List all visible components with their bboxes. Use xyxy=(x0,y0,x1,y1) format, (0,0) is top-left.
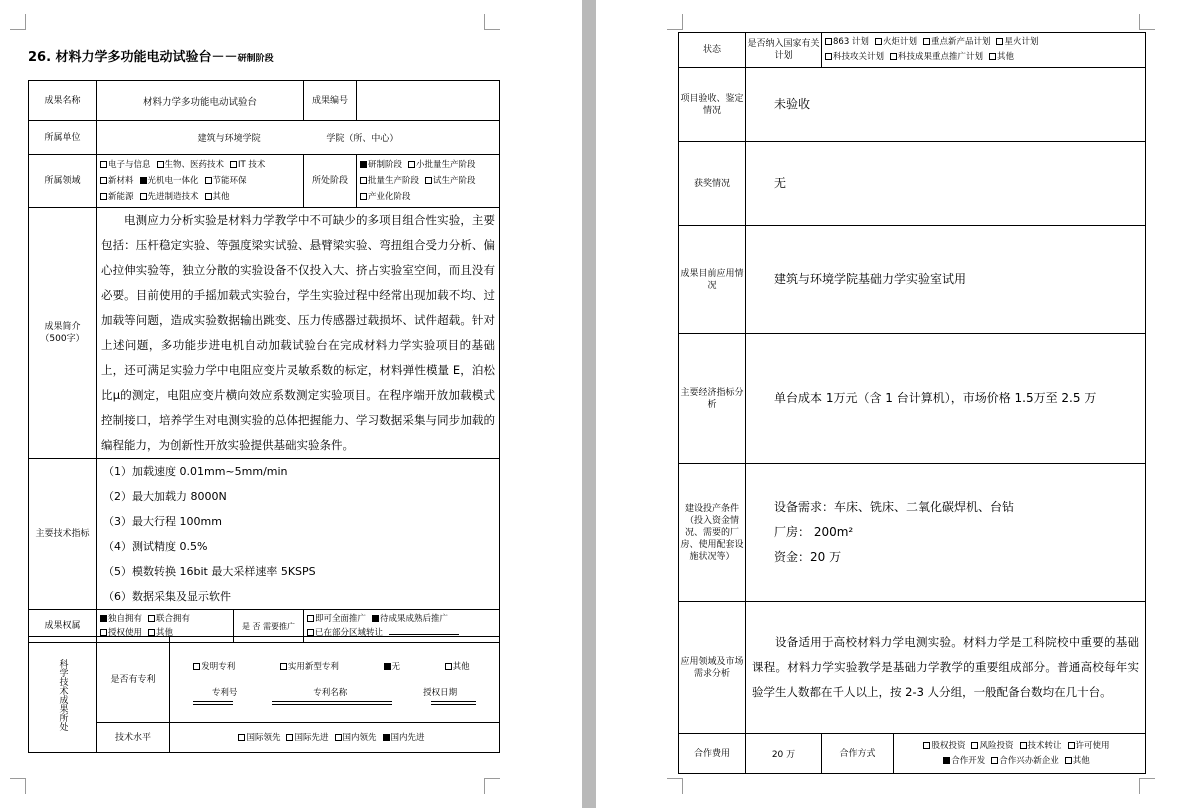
checkbox-icon[interactable] xyxy=(100,177,107,184)
field-option-label: 其他 xyxy=(212,192,230,202)
patent-label: 是否有专利 xyxy=(97,637,170,723)
checkbox-icon[interactable] xyxy=(148,615,155,622)
investment-line: 厂房： 200m² xyxy=(774,525,854,539)
checkbox-icon[interactable] xyxy=(100,161,107,168)
checkbox-icon[interactable] xyxy=(971,742,978,749)
acceptance-label: 项目验收、鉴定情况 xyxy=(679,68,746,142)
field-option-label: 新能源 xyxy=(108,192,134,202)
number-label: 成果编号 xyxy=(304,81,357,121)
page-title xyxy=(28,46,274,65)
checkbox-icon[interactable] xyxy=(157,161,164,168)
checkbox-icon[interactable] xyxy=(307,629,314,636)
checkbox-icon[interactable] xyxy=(286,734,293,741)
coop-option[interactable] xyxy=(943,756,985,766)
coop-option-label: 合作开发 xyxy=(951,755,986,766)
unit-value: 建筑与环境学院 xyxy=(197,134,261,144)
plan-option[interactable] xyxy=(875,37,917,47)
ownership-option-label: 其他 xyxy=(156,628,174,638)
checked-box-icon[interactable] xyxy=(372,615,379,622)
coop-option[interactable] xyxy=(923,741,965,751)
coop-option-label: 风险投资 xyxy=(979,740,1014,751)
patent-no-label: 专利号 xyxy=(211,687,238,698)
unit-suffix: 学院（所、中心） xyxy=(326,134,399,144)
stage-option-label: 小批量生产阶段 xyxy=(416,160,476,170)
stage-row xyxy=(360,189,496,205)
tech-level-option-label: 国际先进 xyxy=(294,732,329,743)
patent-date-field[interactable] xyxy=(431,704,476,705)
patent-option-label: 其他 xyxy=(452,661,470,672)
stage-option[interactable] xyxy=(408,160,476,170)
patent-option-label: 无 xyxy=(391,661,401,672)
field-option-label: IT 技术 xyxy=(238,160,266,170)
crop-mark xyxy=(667,14,683,30)
crop-mark xyxy=(667,778,683,794)
number-value[interactable] xyxy=(357,81,500,121)
spec-item: （1）加载速度 0.01mm~5mm/min xyxy=(103,465,288,478)
patent-name-label: 专利名称 xyxy=(313,687,348,698)
checked-box-icon[interactable] xyxy=(383,734,390,741)
spec-item: （6）数据采集及显示软件 xyxy=(103,590,231,603)
stage-option[interactable] xyxy=(360,160,402,170)
spec-label: 主要技术指标 xyxy=(29,459,97,610)
tech-level-option-label: 国内领先 xyxy=(342,732,377,743)
spec-item: （4）测试精度 0.5% xyxy=(103,540,208,553)
crop-mark xyxy=(1139,778,1155,794)
award-label: 获奖情况 xyxy=(679,142,746,226)
application-value: 建筑与环境学院基础力学实验室试用 xyxy=(746,226,1146,334)
page-left xyxy=(0,0,582,808)
ownership-option[interactable] xyxy=(100,614,142,624)
crop-mark xyxy=(484,14,500,30)
promote-option[interactable] xyxy=(307,614,366,624)
plan-option[interactable] xyxy=(923,37,991,47)
stage-option[interactable] xyxy=(360,176,419,186)
coop-option[interactable] xyxy=(1065,756,1090,766)
checkbox-icon[interactable] xyxy=(205,177,212,184)
coop-option-label: 技术转让 xyxy=(1027,740,1062,751)
field-option-label: 新材料 xyxy=(108,176,134,186)
coop-option-label: 其他 xyxy=(1072,755,1090,766)
coop-fee-label: 合作费用 xyxy=(679,734,746,774)
name-label: 成果名称 xyxy=(29,81,97,121)
field-option[interactable] xyxy=(100,192,134,202)
promote-option-label: 即可全面推广 xyxy=(315,614,367,624)
ownership-option-label: 授权使用 xyxy=(108,628,143,638)
investment-line: 设备需求：车床、铣床、二氧化碳焊机、台钻 xyxy=(774,500,1015,514)
field-option[interactable] xyxy=(100,176,134,186)
promote-label: 是 否 需要推广 xyxy=(234,610,304,643)
checked-box-icon[interactable] xyxy=(140,177,147,184)
unit-cell xyxy=(97,121,500,155)
acceptance-value: 未验收 xyxy=(746,68,1146,142)
plan-option[interactable] xyxy=(825,37,869,47)
market-label: 应用领域及市场需求分析 xyxy=(679,602,746,734)
page-right xyxy=(596,0,1180,808)
plan-option[interactable] xyxy=(890,52,983,62)
checkbox-icon[interactable] xyxy=(193,663,200,670)
promote-option[interactable] xyxy=(372,614,448,624)
title-text: 26. 材料力学多功能电动试验台－－ xyxy=(28,50,238,65)
patent-name-field[interactable] xyxy=(272,704,392,705)
field-option[interactable] xyxy=(205,176,247,186)
intro-text: 电测应力分析实验是材料力学教学中不可缺少的多项目组合性实验，主要包括：压杆稳定实验、等强度梁实试验、悬臂梁实验、弯扭组合受力分析、偏心拉伸实验等，独立分散的实验设备不仅投入大、挤占实验室空间，而且没有必要。目前使用的手摇加载式实验台，学生实验过程中经常出现加载不均、过加载等问题，造成实验数据输出跳变、压力传感器过载损坏、试件超载。针对上述问题，多功能步进电机自动加载试验台在完成材料力学实验项目的基础上，还可满足实验力学中电阻应变片灵敏系数的标定，材料弹性模量 E，泊松比μ的测定，电阻应变片横向效应系数测定实验项目。在程序端开放加载模式控制接口，培养学生对电测实验的总体把握能力、学习数据采集与同步加载的编程能力，为创新性开放实验提供基础实验条件。 xyxy=(97,208,500,459)
title-stage: 研制阶段 xyxy=(237,54,274,64)
stage-option-label: 批量生产阶段 xyxy=(368,176,420,186)
economic-value: 单台成本 1万元（含 1 台计算机），市场价格 1.5万至 2.5 万 xyxy=(746,334,1146,464)
field-label: 所属领域 xyxy=(29,155,97,208)
checkbox-icon[interactable] xyxy=(238,734,245,741)
plan-option[interactable] xyxy=(825,52,884,62)
intro-label-cell xyxy=(29,208,97,459)
page-gutter xyxy=(582,0,596,808)
field-option-label: 生物、医药技术 xyxy=(164,160,225,170)
patent-option[interactable] xyxy=(384,658,401,676)
checkbox-icon[interactable] xyxy=(989,53,996,60)
spec-item: （5）模数转换 16bit 最大采样速率 5KSPS xyxy=(103,565,316,578)
checkbox-icon[interactable] xyxy=(280,663,287,670)
patent-option[interactable] xyxy=(445,658,470,676)
checkbox-icon[interactable] xyxy=(408,161,415,168)
checkbox-icon[interactable] xyxy=(825,38,832,45)
checkbox-icon[interactable] xyxy=(100,629,107,636)
promote-row xyxy=(307,612,496,626)
coop-fee-value: 20 万 xyxy=(746,734,822,774)
stage-option-label: 研制阶段 xyxy=(368,160,403,170)
ownership-option-label: 联合拥有 xyxy=(156,614,191,624)
investment-value xyxy=(746,464,1146,602)
checkbox-icon[interactable] xyxy=(445,663,452,670)
checkbox-icon[interactable] xyxy=(825,53,832,60)
tech-level-option[interactable] xyxy=(238,733,280,743)
plan-option[interactable] xyxy=(996,37,1038,47)
checked-box-icon[interactable] xyxy=(360,161,367,168)
checkbox-icon[interactable] xyxy=(100,193,107,200)
plan-row xyxy=(825,35,1142,50)
checkbox-icon[interactable] xyxy=(1020,742,1027,749)
coop-mode-label: 合作方式 xyxy=(822,734,894,774)
investment-label: 建设投产条件（投入资金情况、需要的厂房、使用配套设施状况等） xyxy=(679,464,746,602)
coop-option-label: 许可使用 xyxy=(1075,740,1110,751)
patent-cell xyxy=(170,637,500,723)
field-option[interactable] xyxy=(100,160,151,170)
national-plan-label: 是否纳入国家有关计划 xyxy=(746,33,822,68)
checkbox-icon[interactable] xyxy=(335,734,342,741)
patent-option[interactable] xyxy=(280,658,339,676)
checkbox-icon[interactable] xyxy=(148,629,155,636)
tech-level-option[interactable] xyxy=(383,733,425,743)
field-option-label: 光机电一体化 xyxy=(147,176,199,186)
tech-level-option[interactable] xyxy=(335,733,377,743)
achievement-table xyxy=(28,80,500,643)
checkbox-icon[interactable] xyxy=(991,757,998,764)
stage-row xyxy=(360,157,496,173)
plan-option-label: 重点新产品计划 xyxy=(930,37,991,47)
intro-label: 成果简介 xyxy=(44,322,81,332)
coop-option[interactable] xyxy=(1068,741,1110,751)
field-option[interactable] xyxy=(205,192,230,202)
checked-box-icon[interactable] xyxy=(384,663,391,670)
intro-label-count: （500字） xyxy=(40,334,85,344)
patent-option-label: 发明专利 xyxy=(201,661,236,672)
tech-level-label: 技术水平 xyxy=(97,723,170,753)
promote-option-label: 已在部分区域转让 xyxy=(315,628,384,638)
status-label: 状态 xyxy=(679,33,746,68)
tech-level-options xyxy=(170,723,500,753)
checkbox-icon[interactable] xyxy=(425,177,432,184)
checkbox-icon[interactable] xyxy=(307,615,314,622)
patent-option-label: 实用新型专利 xyxy=(287,661,339,672)
achievement-table-bottom xyxy=(28,636,500,753)
stage-option[interactable] xyxy=(425,176,476,186)
checkbox-icon[interactable] xyxy=(360,177,367,184)
stage-option[interactable] xyxy=(360,192,411,202)
coop-option[interactable] xyxy=(1020,741,1062,751)
stage-option-label: 产业化阶段 xyxy=(368,192,411,202)
plan-options xyxy=(822,33,1146,68)
field-row xyxy=(100,189,300,205)
crop-mark xyxy=(1139,14,1155,30)
checkbox-icon[interactable] xyxy=(205,193,212,200)
checkbox-icon[interactable] xyxy=(923,38,930,45)
checked-box-icon[interactable] xyxy=(943,757,950,764)
spec-item: （3）最大行程 100mm xyxy=(103,515,222,528)
coop-row xyxy=(897,754,1142,769)
sci-label: 科学技术成果所处 xyxy=(57,658,68,731)
plan-option-label: 863 计划 xyxy=(833,37,869,47)
plan-row xyxy=(825,50,1142,65)
patent-date-label: 授权日期 xyxy=(423,687,458,698)
economic-label: 主要经济指标分析 xyxy=(679,334,746,464)
tech-level-option-label: 国内先进 xyxy=(390,732,425,743)
ownership-label: 成果权属 xyxy=(29,610,97,643)
field-option-label: 电子与信息 xyxy=(108,160,151,170)
checkbox-icon[interactable] xyxy=(890,53,897,60)
stage-label: 所处阶段 xyxy=(304,155,357,208)
stage-option-label: 试生产阶段 xyxy=(433,176,476,186)
ownership-option-label: 独自拥有 xyxy=(108,614,143,624)
plan-option-label: 其他 xyxy=(997,52,1015,62)
name-value: 材料力学多功能电动试验台 xyxy=(97,81,304,121)
spec-list xyxy=(97,459,500,610)
checkbox-icon[interactable] xyxy=(923,742,930,749)
field-options xyxy=(97,155,304,208)
sci-label-cell xyxy=(29,637,97,753)
stage-options xyxy=(357,155,500,208)
ownership-row xyxy=(100,612,230,626)
coop-option[interactable] xyxy=(971,741,1013,751)
checkbox-icon[interactable] xyxy=(230,161,237,168)
stage-row xyxy=(360,173,496,189)
plan-option-label: 火炬计划 xyxy=(882,37,917,47)
checkbox-icon[interactable] xyxy=(875,38,882,45)
award-value: 无 xyxy=(746,142,1146,226)
coop-mode-options xyxy=(894,734,1146,774)
field-row xyxy=(100,157,300,173)
checkbox-icon[interactable] xyxy=(1068,742,1075,749)
checkbox-icon[interactable] xyxy=(1065,757,1072,764)
patent-options xyxy=(174,658,495,676)
field-option-label: 先进制造技术 xyxy=(147,192,199,202)
checked-box-icon[interactable] xyxy=(100,615,107,622)
field-row xyxy=(100,173,300,189)
field-option[interactable] xyxy=(230,160,265,170)
coop-row xyxy=(897,739,1142,754)
tech-level-option-label: 国际领先 xyxy=(246,732,281,743)
plan-option[interactable] xyxy=(989,52,1014,62)
crop-mark xyxy=(484,778,500,794)
field-option[interactable] xyxy=(140,192,199,202)
checkbox-icon[interactable] xyxy=(140,193,147,200)
promote-option-label: 待成果成熟后推广 xyxy=(380,614,449,624)
checkbox-icon[interactable] xyxy=(360,193,367,200)
field-option[interactable] xyxy=(140,176,199,186)
field-option-label: 节能环保 xyxy=(212,176,247,186)
field-option[interactable] xyxy=(157,160,225,170)
details-table xyxy=(678,32,1146,774)
plan-option-label: 科技攻关计划 xyxy=(833,52,885,62)
spec-item: （2）最大加载力 8000N xyxy=(103,490,227,503)
unit-label: 所属单位 xyxy=(29,121,97,155)
coop-option-label: 合作兴办新企业 xyxy=(999,755,1059,766)
crop-mark xyxy=(10,778,26,794)
ownership-option[interactable] xyxy=(148,614,190,624)
coop-option-label: 股权投资 xyxy=(931,740,966,751)
crop-mark xyxy=(10,14,26,30)
patent-no-field[interactable] xyxy=(193,704,233,705)
checkbox-icon[interactable] xyxy=(996,38,1003,45)
patent-option[interactable] xyxy=(193,658,235,676)
plan-option-label: 星火计划 xyxy=(1004,37,1039,47)
application-label: 成果目前应用情况 xyxy=(679,226,746,334)
market-value: 设备适用于高校材料力学电测实验。材料力学是工科院校中重要的基础课程。材料力学实验教学是基础力学教学的重要组成部分。普通高校每年实验学生人数都在千人以上，按 2-3 人分组，一般配备台数均在几十台。 xyxy=(746,602,1146,734)
investment-line: 资金：20 万 xyxy=(774,550,842,564)
tech-level-option[interactable] xyxy=(286,733,328,743)
coop-option[interactable] xyxy=(991,756,1059,766)
plan-option-label: 科技成果重点推广计划 xyxy=(898,52,984,62)
